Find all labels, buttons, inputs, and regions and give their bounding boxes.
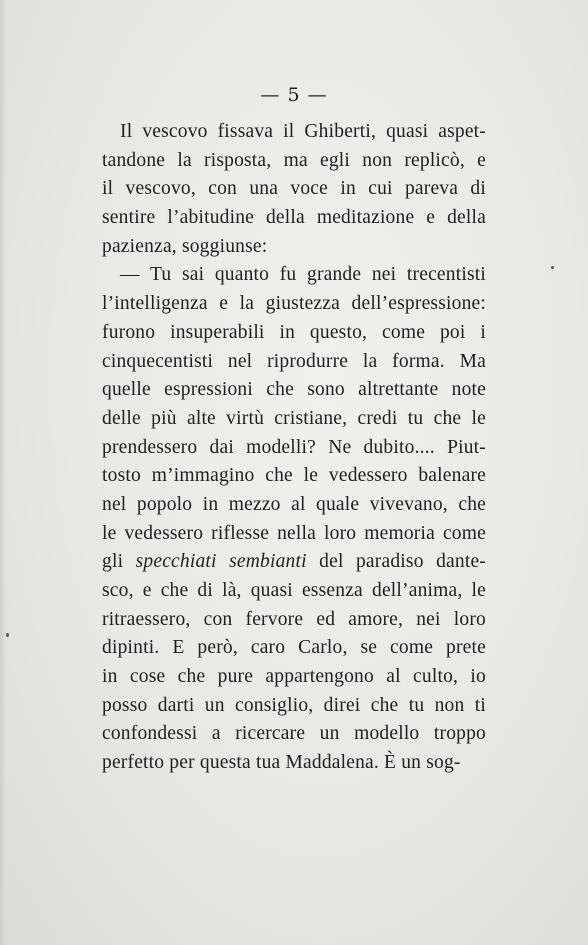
text-line: nel popolo in mezzo al quale vivevano, che <box>102 493 486 515</box>
text-line: tandone la risposta, ma egli non replicò, e <box>102 149 486 171</box>
text-line: ritraessero, con fervore ed amore, nei loro <box>102 608 486 630</box>
body-text <box>102 118 486 778</box>
text-fragment: del paradiso dante- <box>319 551 486 573</box>
text-line: quelle espressioni che sono altrettante note <box>102 379 486 401</box>
text-line: — Tu sai quanto fu grande nei trecentisti <box>120 264 486 286</box>
text-line: posso darti un consiglio, direi che tu non ti <box>102 694 486 716</box>
text-line: le vedessero riflesse nella loro memoria come <box>102 522 486 544</box>
text-line: confondessi a ricercare un modello troppo <box>102 723 486 745</box>
text-line: tosto m’immagino che le vedessero balenare <box>102 465 486 487</box>
text-line: in cose che pure appartengono al culto, io <box>102 666 486 688</box>
text-line: cinquecentisti nel riprodurre la forma. Ma <box>102 350 486 372</box>
text-line: pazienza, soggiunse: <box>102 235 268 257</box>
text-line: Il vescovo fissava il Ghiberti, quasi aspet- <box>120 121 486 142</box>
text-line: sco, e che di là, quasi essenza dell’anima, le <box>102 580 486 601</box>
page-number: — 5 — <box>260 84 328 106</box>
text-line: prendessero dai modelli? Ne dubito.... Piut- <box>102 436 486 458</box>
text-line: delle più alte virtù cristiane, credi tu che le <box>102 407 486 429</box>
italic-phrase: specchiati sembianti <box>135 551 307 573</box>
text-line: furono insuperabili in questo, come poi i <box>102 321 486 343</box>
text-line-with-italic <box>102 548 486 577</box>
text-line: perfetto per questa tua Maddalena. È un sog- <box>102 752 461 774</box>
text-line: il vescovo, con una voce in cui pareva di <box>102 178 486 200</box>
text-line: sentire l’abitudine della meditazione e della <box>102 207 486 229</box>
paper-speck <box>551 266 554 269</box>
text-line: dipinti. E però, caro Carlo, se come prete <box>102 637 486 659</box>
text-line: l’intelligenza e la giustezza dell’espressione: <box>102 293 486 315</box>
page-edge-shadow <box>0 0 6 945</box>
text-fragment: gli <box>102 551 124 573</box>
paper-speck <box>6 633 9 637</box>
